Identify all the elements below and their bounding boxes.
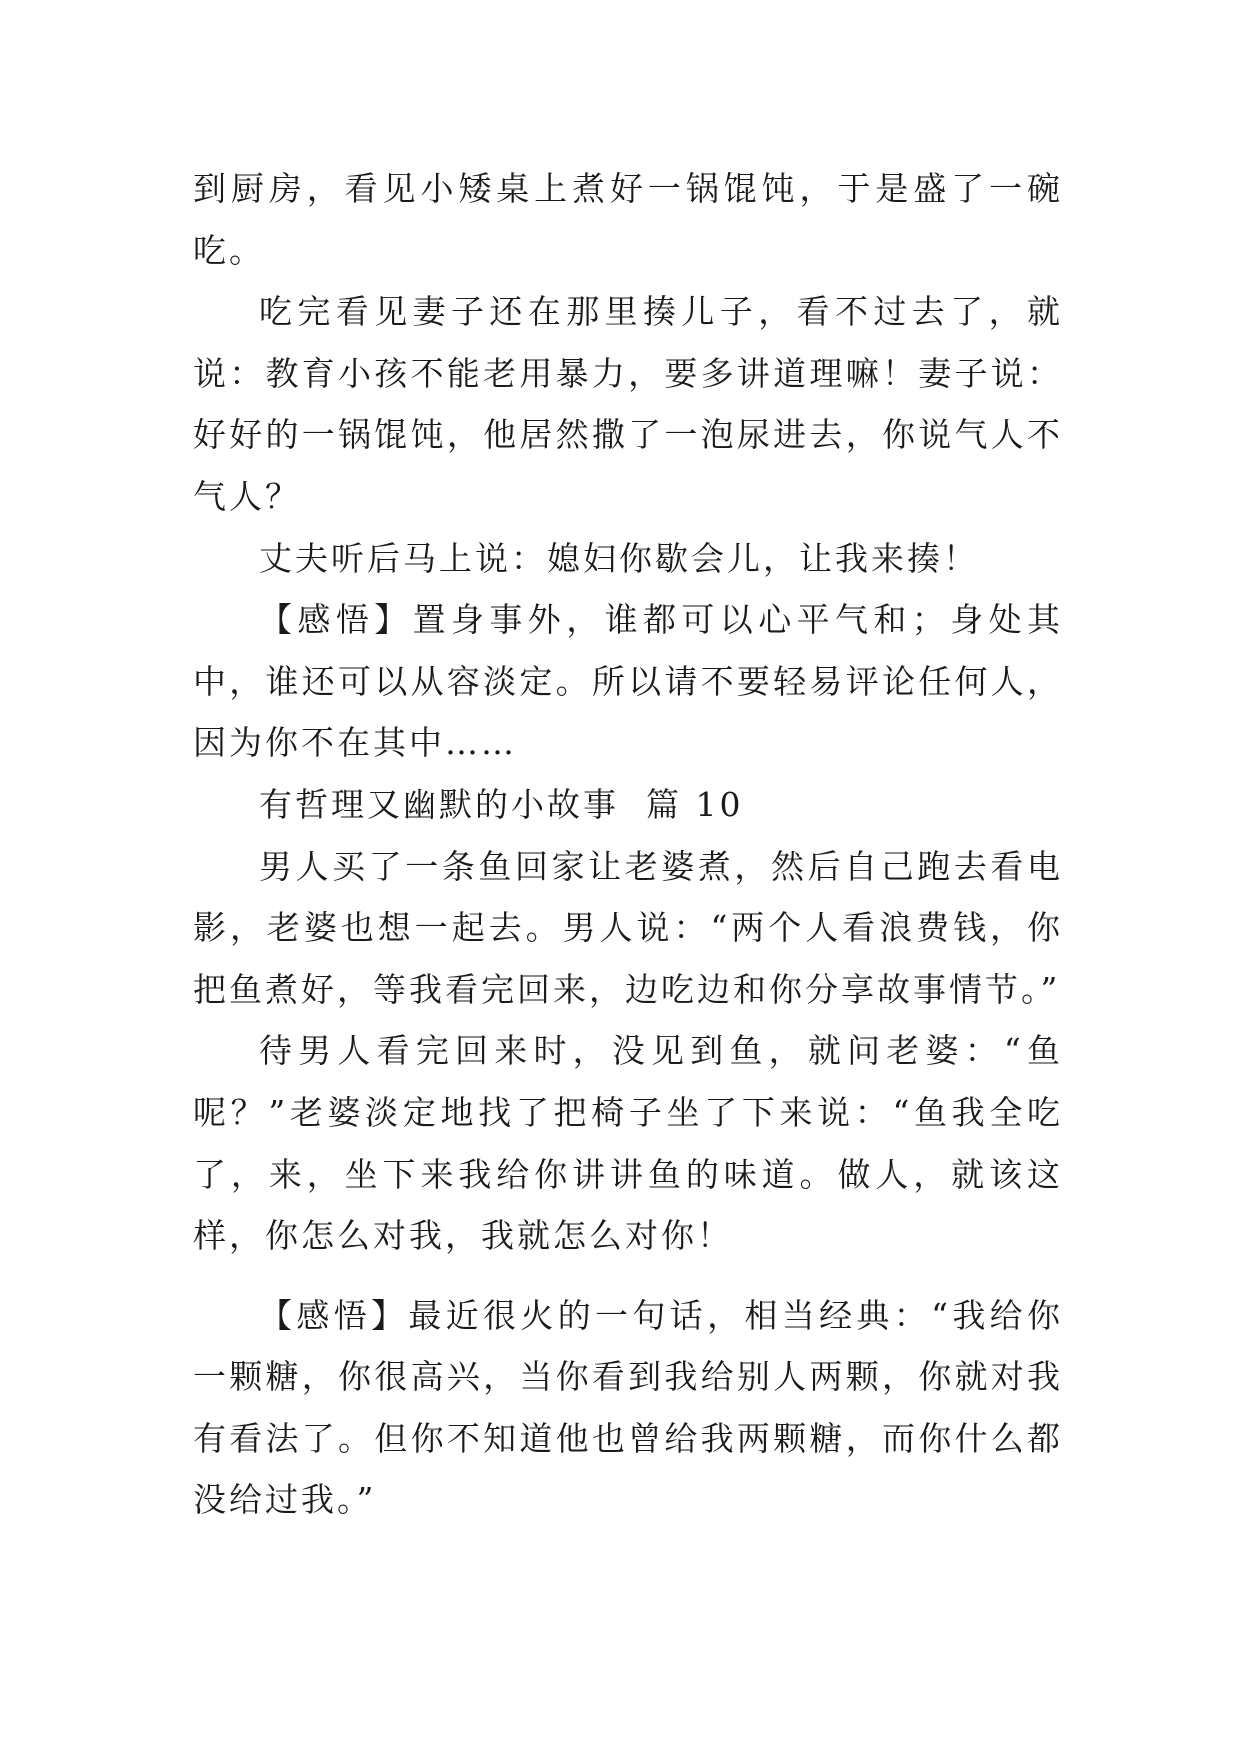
paragraph-1: 到厨房，看见小矮桌上煮好一锅馄饨，于是盛了一碗吃。: [193, 169, 1063, 270]
document-body: [193, 158, 1063, 1531]
section-heading: 有哲理又幽默的小故事 篇 10: [259, 784, 744, 824]
paragraph-3: 丈夫听后马上说：媳妇你歇会儿，让我来揍！: [259, 538, 979, 578]
paragraph-7: 【感悟】最近很火的一句话，相当经典：“我给你一颗糖，你很高兴，当你看到我给别人两颗，你就对我有看法了。但你不知道他也曾给我两颗糖，而你什么都没给过我。”: [193, 1295, 1063, 1520]
paragraph-2: 吃完看见妻子还在那里揍儿子，看不过去了，就说：教育小孩不能老用暴力，要多讲道理嘛！妻子说：好好的一锅馄饨，他居然撒了一泡尿进去，你说气人不气人？: [193, 292, 1063, 516]
paragraph-6: 待男人看完回来时，没见到鱼，就问老婆：“鱼呢？”老婆淡定地找了把椅子坐了下来说：“鱼我全吃了，来，坐下来我给你讲讲鱼的味道。做人，就该这样，你怎么对我，我就怎么对你！: [193, 1031, 1063, 1256]
paragraph-5: 男人买了一条鱼回家让老婆煮，然后自己跑去看电影，老婆也想一起去。男人说：“两个人看浪费钱，你把鱼煮好，等我看完回来，边吃边和你分享故事情节。”: [193, 846, 1063, 1009]
paragraph-4: 【感悟】置身事外，谁都可以心平气和；身处其中，谁还可以从容淡定。所以请不要轻易评论任何人，因为你不在其中……: [193, 600, 1063, 763]
